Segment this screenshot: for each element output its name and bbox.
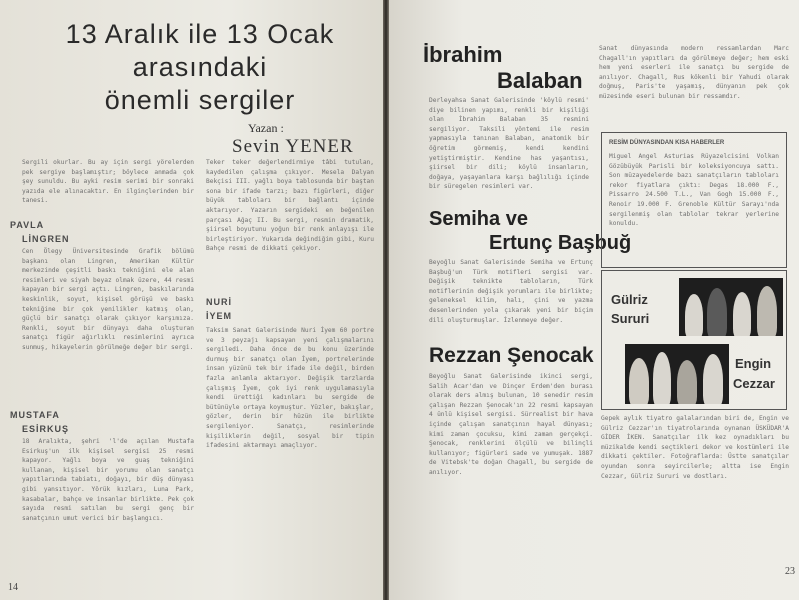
section-head-nuri: NURİ	[206, 297, 232, 307]
photo-figure	[685, 294, 703, 336]
text-theatre: Gepek aylık tiyatro galalarından biri de, Engin ve Gülriz Cezzar'ın tiyatrolarında oynanan ÜSKÜDAR'A GİDER İKEN. Sanatçılar ilk kez oynadıkları bu müzikalde kendi seçtikleri dekor ve kostümleri ile dikkati çektiler. Fotoğraflarda: Üstte sanatçılar oyundan sonra seyircilerle; altta ise Engin Cezzar, Gülriz Sururi ve dostları.	[601, 415, 789, 480]
title-line-2: arasındaki	[132, 52, 268, 82]
photo-figure	[653, 352, 671, 404]
name-semiha: Semiha ve	[429, 208, 528, 230]
text-basbug: Beyoğlu Sanat Galerisinde Semiha ve Ertunç Başbuğ'un Türk motifleri sergisi var. Değişik teknikte tabloların, Türk motiflerinin değişik yorumları ile birlikte; geleneksel kilim, halı, çini ve yazma desenlerinden yola çıkarak yeni bir biçim dili oluşturmuşlar. İzlenmeye değer.	[429, 259, 593, 324]
section-text-lingren: Cen Ölegy Üniversitesinde Grafik bölümü başkanı olan Lingren, Amerikan Kültür merkezinde çeşitli baskı tekniğini ele alan resimleri ve siyah beyaz olmak üzere, 44 resmi kapayan bir sergi açtı. Lingren, baskılarında keskinlik, soyut, kişisel görüşü ve baskı tekniğine bir çok yenilikler katmış olan, güçlü bir sanatçı olarak çıkıyor karşımıza. Renkli, soyut bir dünyayı daha oluşturan sanatçı figür ağırlıklı resimlerini ayrıca sunmuş, hikayelerin görülmeğe değer bir sergi.	[22, 248, 194, 351]
photo-figure	[733, 292, 751, 336]
section-sub-lingren: LİNGREN	[22, 234, 70, 244]
left-page	[0, 0, 383, 600]
name-balaban: Balaban	[497, 68, 583, 93]
photo-bottom	[625, 344, 729, 404]
title-line-1: 13 Aralık ile 13 Ocak	[65, 19, 335, 49]
byline-label: Yazan :	[248, 121, 284, 135]
section-text-esirkus: 18 Aralıkta, şehri 'l'de açılan Mustafa Esirkuş'un ilk kişisel sergisi 25 resmi kapayor. Yağlı boya ve guaş tekniğini kullanan, kişisel bir yorumu olan sanatçı yapıtlarında tabiatı, doğayı, bir düş dünyası gibi yansıtıyor. Yörük kızları, Luna Park, kasabalar, bahçe ve insanlar birlikte. Pek çok sayıda resmi satılan bu sergi genç bir sanatçının umut verici bir başlangıcı.	[22, 438, 194, 522]
photo-figure	[677, 360, 697, 404]
name-ibrahim: İbrahim	[423, 42, 503, 67]
title-line-3: önemli sergiler	[104, 85, 296, 115]
section-text-iyem: Taksim Sanat Galerisinde Nuri İyem 60 portre ve 3 peyzajı kapsayan yeni çalışmalarını sergiledi. Daha önce de bu konu üzerinde durmuş bir sanatçı olan İyem, portrelerinde insan yüzünü tek bir ifade ile değil, birden fazla anlamla aktarıyor. Değişik tarzlarda çalışmış İyem, çok iyi renk uygulamasıyla kendi ürettiği kadınları bu sergide de bütünüyle ortaya koymuştur. Yüzler, bakışlar, gözler, derin bir hüzün ile birlikte sergileniyor. Sanatçı, resimlerinde kişiliklerin değil, sosyal bir tipin ifadesini aktarmayı amaçlıyor.	[206, 327, 374, 450]
photo-figure	[707, 288, 727, 336]
caption-sururi: Sururi	[611, 311, 650, 326]
page-number-right: 23	[785, 566, 795, 577]
page-number-left: 14	[8, 582, 18, 593]
caption-cezzar: Cezzar	[733, 376, 775, 391]
caption-gulriz: Gülriz	[611, 292, 648, 307]
section-sub-iyem: İYEM	[206, 311, 233, 321]
text-senocak: Beyoğlu Sanat Galerisinde ikinci sergi, Salih Acar'dan ve Dinçer Erdem'den burası olarak ders almış bulunan, 10 senedir resim çalışan Rezzan Şenocak'ın 22 resmi kapsayan 4 ünlü kişisel sergisi. Sürrealist bir hava içinde çalışan sanatçının hayal dünyası; kimi zaman çocuksu, kimi zaman gerçekçi. Şenocak, renklerini ölçülü ve bilinçli kullanıyor; figürleri sade ve yumuşak. 1887 de Vitebsk'te doğan Chagall, bu sergide de anılıyor.	[429, 373, 593, 476]
right-page	[389, 0, 799, 600]
name-rezzan-senocak: Rezzan Şenocak	[429, 344, 594, 367]
intro-text: Sergili okurlar. Bu ay için sergi yörelerden pek sergiye başlamıştır; böylece anmada çok şey sunuldu. Bu ayki resim serimi bir sonraki yazıda ele alınacaktır. En ilginçlerinden bir tanesi.	[22, 159, 194, 205]
text-balaban: Derleyahsa Sanat Galerisinde 'köylü resmi' diye bilinen yapımı, renkli bir kişiliği olan İbrahim Balaban 35 resmini sergiliyor. Taksili yöntemi ile resim yapmasıyla tanınan Balaban, anatomik bir öğretim görmemiş, kendi kendini yetiştirmiştir. Kendine has yaşantısı, şiirsel bir dili; köylü insanların, doğaya, yaşayanlara karşı bağlılığı içinde bir süregelen resimleri var.	[429, 97, 589, 191]
caption-engin: Engin	[735, 356, 772, 371]
photo-figure	[757, 286, 777, 336]
news-box-text: Miguel Angel Asturias Rüyazelcisini Volkan Gözübüyük Parisli bir koleksiyoncuya sattı. Son müzayedelerde bazı sanatçıların tabloları rekor fiyatlara çıktı: Degas 18.000 F., Pissarro 24.500 T.L., Van Gogh 15.000 F., Renoir 19.000 F. Grenoble Kültür Sarayı'nda sergilenmiş olan tablolar tekrar yerlerine konuldu.	[609, 153, 779, 228]
photo-figure	[629, 358, 649, 404]
article-title	[30, 18, 370, 117]
section-sub-esirkus: ESİRKUŞ	[22, 424, 70, 434]
photo-figure	[703, 354, 723, 404]
section-head-pavla: PAVLA	[10, 220, 45, 230]
news-box-heading: RESİM DÜNYASINDAN KISA HABERLER	[609, 140, 725, 146]
text-chagall: Sanat dünyasında modern ressamlardan Marc Chagall'ın yapıtları da görülmeye değer; hem eski hem yeni eserleri ile sanatçı bu sergide de anılıyor. Chagall, Rus kökenli bir Yahudi olarak doğmuş, Paris'te yaşamış, dünyanın pek çok müzesinde eseri bulunan bir ressamdır.	[599, 45, 789, 100]
author-name: Sevin YENER	[232, 136, 354, 157]
middle-column-text: Teker teker değerlendirmiye tâbi tutulan, kaydedilen çalışma çıkıyor. Mesela Dalyan Bekçisi III. yağlı boya tablosunda bir baştan sona bir ifade tarzı; bazı figürleri, diğer büyük tabloları bir bağlantı içinde aktarıyor. Yazarın sergideki en beğenilen parçası Ağaç II. Bu sergi, resmin dramatik, şiirsel boyutunu yoğun bir renk anlayışı ile birleştiriyor. Yukarıda değindiğim gibi, Kuru Bahçe resmi de dikkati çekiyor.	[206, 159, 374, 253]
section-head-mustafa: MUSTAFA	[10, 410, 60, 420]
photo-top	[679, 278, 783, 336]
name-ertunc-basbug: Ertunç Başbuğ	[489, 232, 632, 254]
